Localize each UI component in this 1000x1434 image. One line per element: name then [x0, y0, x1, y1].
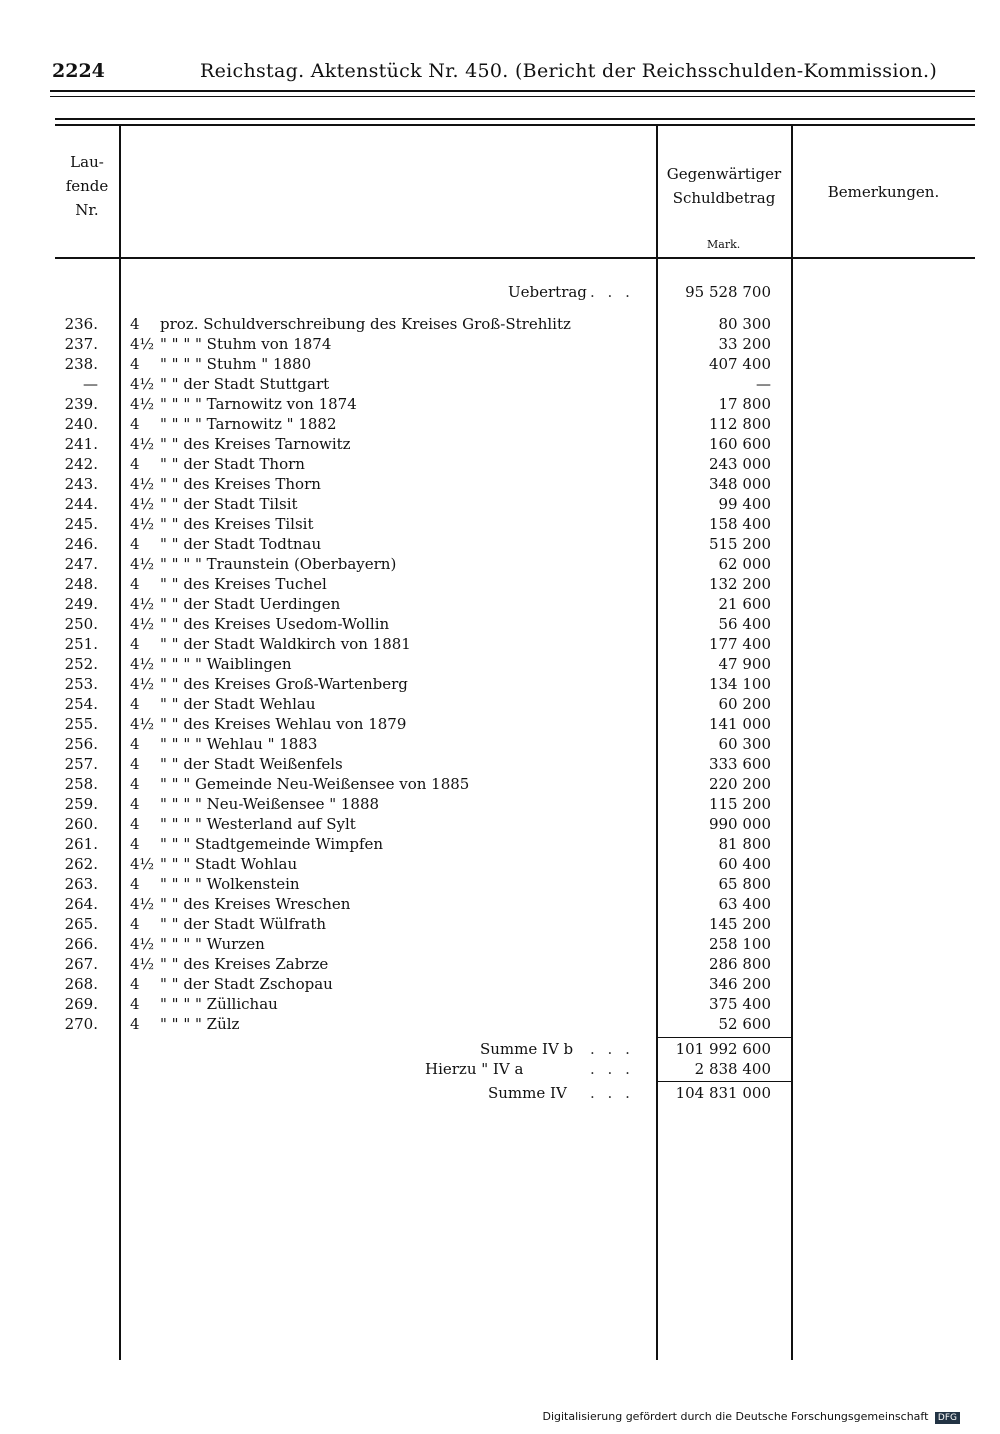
interest-rate: 4½: [130, 375, 155, 393]
debt-amount: 80 300: [718, 315, 771, 333]
sum-iv-label: Summe IV: [488, 1084, 567, 1102]
debt-amount: 60 400: [718, 855, 771, 873]
interest-rate: 4: [130, 635, 140, 653]
interest-rate: 4: [130, 755, 140, 773]
row-number: 247.: [64, 555, 98, 573]
row-number: 257.: [64, 755, 98, 773]
interest-rate: 4½: [130, 435, 155, 453]
table-row: [0, 955, 1000, 975]
table-row: [0, 555, 1000, 575]
interest-rate: 4: [130, 315, 140, 333]
sum-iva-label: Hierzu " IV a: [425, 1060, 524, 1078]
table-row: [0, 575, 1000, 595]
leader-dots: . . .: [590, 1040, 634, 1058]
bond-description: " " der Stadt Thorn: [160, 455, 305, 473]
bond-description: " " " " Traunstein (Oberbayern): [160, 555, 397, 573]
row-number: 264.: [64, 895, 98, 913]
bond-description: " " " " Tarnowitz von 1874: [160, 395, 357, 413]
bond-description: " " des Kreises Usedom-Wollin: [160, 615, 390, 633]
debt-amount: 515 200: [708, 535, 771, 553]
bond-description: " " der Stadt Weißenfels: [160, 755, 343, 773]
debt-amount: 60 200: [718, 695, 771, 713]
interest-rate: 4½: [130, 895, 155, 913]
bond-description: " " " " Stuhm " 1880: [160, 355, 312, 373]
table-row: [0, 455, 1000, 475]
debt-amount: 134 100: [708, 675, 771, 693]
bond-description: " " " " Neu-Weißensee " 1888: [160, 795, 380, 813]
sum-iv-amount: 104 831 000: [675, 1084, 771, 1102]
interest-rate: 4: [130, 1015, 140, 1033]
carry-over-label: Uebertrag: [508, 283, 587, 301]
row-number: 242.: [64, 455, 98, 473]
table-row: [0, 675, 1000, 695]
table-row: [0, 1015, 1000, 1035]
row-number: 241.: [64, 435, 98, 453]
row-number: 266.: [64, 935, 98, 953]
debt-amount: 21 600: [718, 595, 771, 613]
bond-description: " " " " Wolkenstein: [160, 875, 300, 893]
bond-description: " " " " Tarnowitz " 1882: [160, 415, 337, 433]
row-number: 252.: [64, 655, 98, 673]
bond-description: " " " Stadtgemeinde Wimpfen: [160, 835, 384, 853]
row-number: 268.: [64, 975, 98, 993]
table-top-rule: [55, 118, 975, 120]
debt-amount: 158 400: [708, 515, 771, 533]
table-row: [0, 975, 1000, 995]
row-number: 261.: [64, 835, 98, 853]
bond-description: " " des Kreises Thorn: [160, 475, 321, 493]
interest-rate: 4: [130, 815, 140, 833]
debt-amount: 145 200: [708, 915, 771, 933]
debt-amount: 990 000: [708, 815, 771, 833]
bond-description: " " " Gemeinde Neu-Weißensee von 1885: [160, 775, 470, 793]
row-number: 258.: [64, 775, 98, 793]
row-number: 265.: [64, 915, 98, 933]
row-number: 260.: [64, 815, 98, 833]
debt-amount: —: [756, 375, 771, 393]
row-number: 269.: [64, 995, 98, 1013]
row-number: 270.: [64, 1015, 98, 1033]
debt-amount: 112 800: [708, 415, 771, 433]
interest-rate: 4: [130, 415, 140, 433]
credit-text: Digitalisierung gefördert durch die Deutsche Forschungsgemeinschaft: [542, 1410, 929, 1423]
row-number: 246.: [64, 535, 98, 553]
interest-rate: 4½: [130, 475, 155, 493]
page-title: Reichstag. Aktenstück Nr. 450. (Bericht der Reichsschulden-Kommission.): [200, 60, 938, 82]
bond-description: " " " " Westerland auf Sylt: [160, 815, 356, 833]
bond-description: " " des Kreises Tarnowitz: [160, 435, 351, 453]
carry-over-row: [0, 283, 1000, 303]
table-row: [0, 375, 1000, 395]
header-text: Schuldbetrag: [672, 189, 776, 207]
row-number: 251.: [64, 635, 98, 653]
row-number: 256.: [64, 735, 98, 753]
row-number: 267.: [64, 955, 98, 973]
bond-description: " " " " Wehlau " 1883: [160, 735, 318, 753]
row-number: 263.: [64, 875, 98, 893]
sum-iva-row: [0, 1060, 1000, 1080]
bond-description: " " der Stadt Waldkirch von 1881: [160, 635, 411, 653]
table-row: [0, 795, 1000, 815]
table-row: [0, 595, 1000, 615]
table-row: [0, 515, 1000, 535]
row-number: 245.: [64, 515, 98, 533]
interest-rate: 4: [130, 535, 140, 553]
table-row: [0, 495, 1000, 515]
header-text: Lau-: [70, 153, 104, 171]
table-row: [0, 735, 1000, 755]
debt-amount: 258 100: [708, 935, 771, 953]
bond-description: proz. Schuldverschreibung des Kreises Groß-Strehlitz: [160, 315, 571, 333]
interest-rate: 4½: [130, 615, 155, 633]
interest-rate: 4½: [130, 935, 155, 953]
interest-rate: 4: [130, 795, 140, 813]
interest-rate: 4: [130, 835, 140, 853]
row-number: 238.: [64, 355, 98, 373]
table-row: [0, 855, 1000, 875]
bond-description: " " " " Zülz: [160, 1015, 240, 1033]
column-header-laufende-nr: [55, 150, 119, 222]
debt-amount: 333 600: [708, 755, 771, 773]
interest-rate: 4½: [130, 495, 155, 513]
bond-description: " " des Kreises Tuchel: [160, 575, 327, 593]
interest-rate: 4½: [130, 955, 155, 973]
interest-rate: 4½: [130, 855, 155, 873]
bond-description: " " " " Züllichau: [160, 995, 278, 1013]
interest-rate: 4: [130, 875, 140, 893]
bond-description: " " " " Waiblingen: [160, 655, 292, 673]
interest-rate: 4: [130, 695, 140, 713]
bond-description: " " des Kreises Wreschen: [160, 895, 351, 913]
header-rule-thin: [50, 96, 975, 97]
table-row: [0, 415, 1000, 435]
row-number: 236.: [64, 315, 98, 333]
table-row: [0, 435, 1000, 455]
interest-rate: 4: [130, 995, 140, 1013]
table-header-rule: [55, 257, 975, 259]
row-number: 253.: [64, 675, 98, 693]
row-number: 262.: [64, 855, 98, 873]
bond-description: " " " " Stuhm von 1874: [160, 335, 332, 353]
table-row: [0, 315, 1000, 335]
table-row: [0, 535, 1000, 555]
table-row: [0, 935, 1000, 955]
interest-rate: 4½: [130, 715, 155, 733]
table-row: [0, 635, 1000, 655]
sum-iva-amount: 2 838 400: [694, 1060, 771, 1078]
debt-amount: 160 600: [708, 435, 771, 453]
table-row: [0, 655, 1000, 675]
interest-rate: 4½: [130, 515, 155, 533]
table-row: [0, 915, 1000, 935]
bond-description: " " des Kreises Zabrze: [160, 955, 329, 973]
debt-amount: 17 800: [718, 395, 771, 413]
interest-rate: 4: [130, 735, 140, 753]
row-number: 254.: [64, 695, 98, 713]
bond-description: " " " Stadt Wohlau: [160, 855, 298, 873]
debt-amount: 63 400: [718, 895, 771, 913]
interest-rate: 4: [130, 455, 140, 473]
bond-description: " " des Kreises Groß-Wartenberg: [160, 675, 408, 693]
table-top-rule-thin: [55, 124, 975, 126]
sum-rule: [656, 1037, 792, 1038]
table-row: [0, 895, 1000, 915]
table-row: [0, 695, 1000, 715]
bond-description: " " des Kreises Tilsit: [160, 515, 314, 533]
interest-rate: 4: [130, 915, 140, 933]
bond-description: " " des Kreises Wehlau von 1879: [160, 715, 407, 733]
interest-rate: 4½: [130, 595, 155, 613]
table-row: [0, 355, 1000, 375]
table-row: [0, 875, 1000, 895]
debt-amount: 243 000: [708, 455, 771, 473]
carry-over-amount: 95 528 700: [685, 283, 771, 301]
sum-ivb-label: Summe IV b: [480, 1040, 574, 1058]
bond-description: " " der Stadt Stuttgart: [160, 375, 330, 393]
dfg-logo: DFG: [935, 1412, 960, 1424]
debt-amount: 286 800: [708, 955, 771, 973]
debt-amount: 141 000: [708, 715, 771, 733]
bond-description: " " der Stadt Uerdingen: [160, 595, 341, 613]
row-number: 243.: [64, 475, 98, 493]
row-number: 244.: [64, 495, 98, 513]
debt-amount: 60 300: [718, 735, 771, 753]
row-number: 255.: [64, 715, 98, 733]
table-row: [0, 395, 1000, 415]
table-row: [0, 755, 1000, 775]
bond-description: " " " " Wurzen: [160, 935, 265, 953]
table-row: [0, 835, 1000, 855]
row-number: 248.: [64, 575, 98, 593]
table-row: [0, 335, 1000, 355]
debt-amount: 348 000: [708, 475, 771, 493]
table-row: [0, 475, 1000, 495]
leader-dots: . . .: [590, 1060, 634, 1078]
debt-amount: 220 200: [708, 775, 771, 793]
debt-amount: 65 800: [718, 875, 771, 893]
column-header-remarks: Bemerkungen.: [827, 183, 940, 201]
debt-amount: 56 400: [718, 615, 771, 633]
debt-amount: 346 200: [708, 975, 771, 993]
interest-rate: 4½: [130, 655, 155, 673]
row-number: 240.: [64, 415, 98, 433]
debt-amount: 33 200: [718, 335, 771, 353]
bond-description: " " der Stadt Todtnau: [160, 535, 322, 553]
header-text: Nr.: [75, 201, 99, 219]
debt-amount: 81 800: [718, 835, 771, 853]
debt-amount: 62 000: [718, 555, 771, 573]
table-row: [0, 995, 1000, 1015]
sum-rule: [656, 1081, 792, 1082]
bond-description: " " der Stadt Zschopau: [160, 975, 333, 993]
bond-description: " " der Stadt Wülfrath: [160, 915, 327, 933]
page-number: 2224: [52, 60, 105, 82]
interest-rate: 4: [130, 775, 140, 793]
debt-amount: 99 400: [718, 495, 771, 513]
debt-amount: 47 900: [718, 655, 771, 673]
interest-rate: 4½: [130, 335, 155, 353]
interest-rate: 4: [130, 355, 140, 373]
header-rule: [50, 90, 975, 92]
interest-rate: 4: [130, 575, 140, 593]
debt-amount: 132 200: [708, 575, 771, 593]
sum-ivb-amount: 101 992 600: [675, 1040, 771, 1058]
row-number: 249.: [64, 595, 98, 613]
sum-iv-row: [0, 1084, 1000, 1104]
interest-rate: 4½: [130, 555, 155, 573]
row-number: —: [83, 375, 98, 393]
row-number: 237.: [64, 335, 98, 353]
debt-amount: 407 400: [708, 355, 771, 373]
unit-label: Mark.: [707, 238, 741, 251]
header-text: fende: [65, 177, 109, 195]
sum-ivb-row: [0, 1040, 1000, 1060]
table-row: [0, 775, 1000, 795]
table-row: [0, 715, 1000, 735]
bond-description: " " der Stadt Wehlau: [160, 695, 316, 713]
debt-amount: 375 400: [708, 995, 771, 1013]
bond-description: " " der Stadt Tilsit: [160, 495, 298, 513]
header-text: Gegenwärtiger: [666, 165, 782, 183]
debt-amount: 177 400: [708, 635, 771, 653]
table-row: [0, 815, 1000, 835]
digitization-credit: [542, 1410, 960, 1424]
column-header-schuldbetrag: [657, 162, 791, 210]
interest-rate: 4: [130, 975, 140, 993]
row-number: 259.: [64, 795, 98, 813]
interest-rate: 4½: [130, 395, 155, 413]
debt-amount: 115 200: [708, 795, 771, 813]
table-row: [0, 615, 1000, 635]
row-number: 239.: [64, 395, 98, 413]
leader-dots: . . .: [590, 283, 634, 301]
row-number: 250.: [64, 615, 98, 633]
debt-amount: 52 600: [718, 1015, 771, 1033]
interest-rate: 4½: [130, 675, 155, 693]
leader-dots: . . .: [590, 1084, 634, 1102]
